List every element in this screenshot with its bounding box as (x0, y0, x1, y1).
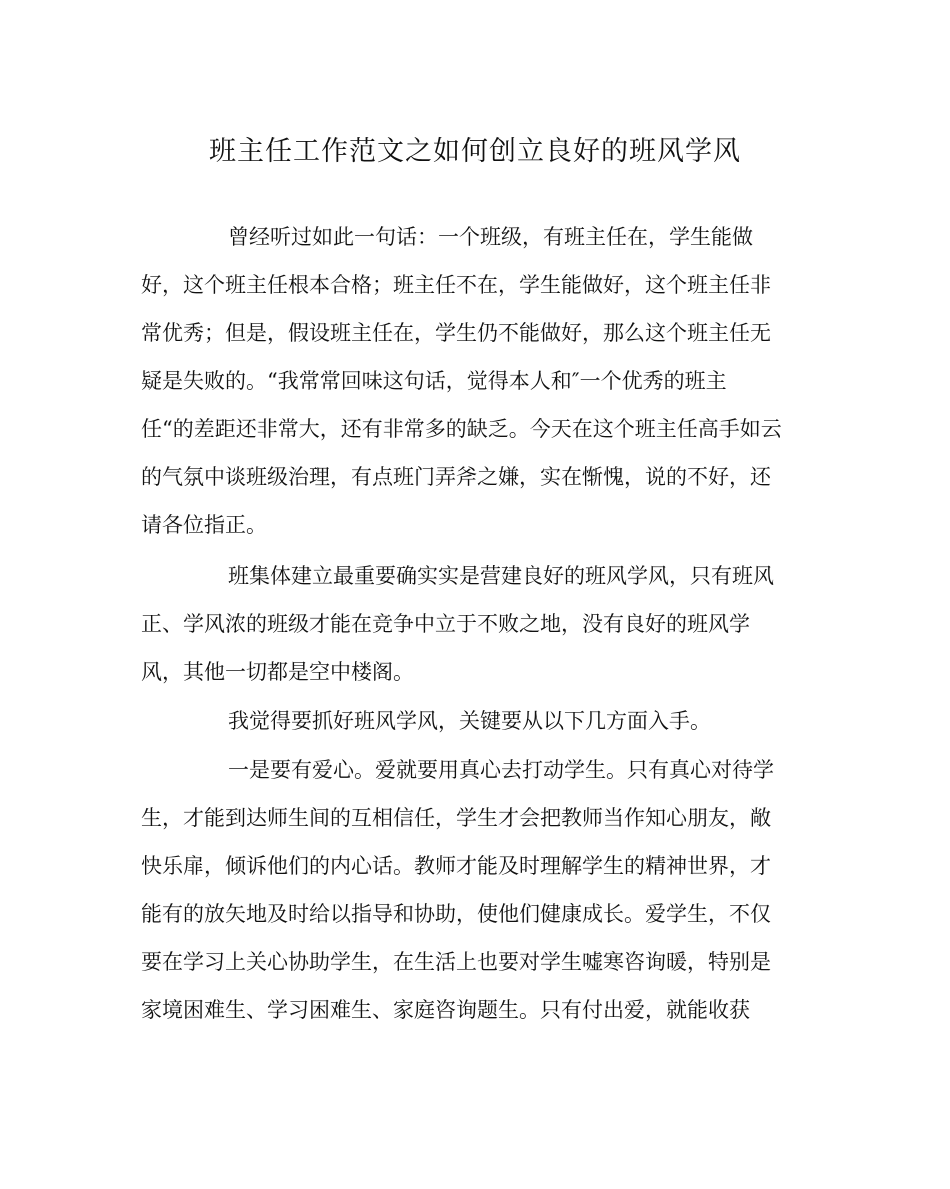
paragraph-2-line-2: 正、学风浓的班级才能在竞争中立于不败之地，没有良好的班风学 (141, 612, 750, 636)
paragraph-4-line-2: 生，才能到达师生间的互相信任，学生才会把教师当作知心朋友，敞 (141, 806, 771, 830)
paragraph-1-line-7: 请各位指正。 (141, 513, 267, 537)
paragraph-4-line-3: 快乐扉，倾诉他们的内心话。教师才能及时理解学生的精神世界，才 (141, 854, 771, 878)
paragraph-1-line-6: 的气氛中谈班级治理，有点班门弄斧之嫌，实在惭愧，说的不好，还 (141, 465, 771, 489)
paragraph-1-line-3: 常优秀；但是，假设班主任在，学生仍不能做好，那么这个班主任无 (141, 321, 771, 345)
paragraph-1-line-1: 曾经听过如此一句话：一个班级，有班主任在，学生能做 (228, 225, 753, 249)
paragraph-1-line-5: 任“的差距还非常大，还有非常多的缺乏。今天在这个班主任高手如云 (141, 417, 782, 441)
paragraph-2-line-3: 风，其他一切都是空中楼阁。 (141, 660, 414, 684)
paragraph-4-line-5: 要在学习上关心协助学生，在生活上也要对学生嘘寒咨询暖，特别是 (141, 950, 771, 974)
paragraph-2-line-1: 班集体建立最重要确实实是营建良好的班风学风，只有班风 (228, 564, 774, 588)
paragraph-4-line-4: 能有的放矢地及时给以指导和协助，使他们健康成长。爱学生，不仅 (141, 902, 771, 926)
paragraph-3-line-1: 我觉得要抓好班风学风，关键要从以下几方面入手。 (228, 709, 711, 733)
paragraph-1-line-4: 疑是失败的。“我常常回味这句话，觉得本人和″一个优秀的班主 (141, 369, 727, 393)
paragraph-1-line-2: 好，这个班主任根本合格；班主任不在，学生能做好，这个班主任非 (141, 273, 771, 297)
page-title: 班主任工作范文之如何创立良好的班风学风 (209, 136, 741, 167)
paragraph-4-line-6: 家境困难生、学习困难生、家庭咨询题生。只有付出爱，就能收获 (141, 998, 750, 1022)
paragraph-4-line-1: 一是要有爱心。爱就要用真心去打动学生。只有真心对待学 (228, 758, 774, 782)
